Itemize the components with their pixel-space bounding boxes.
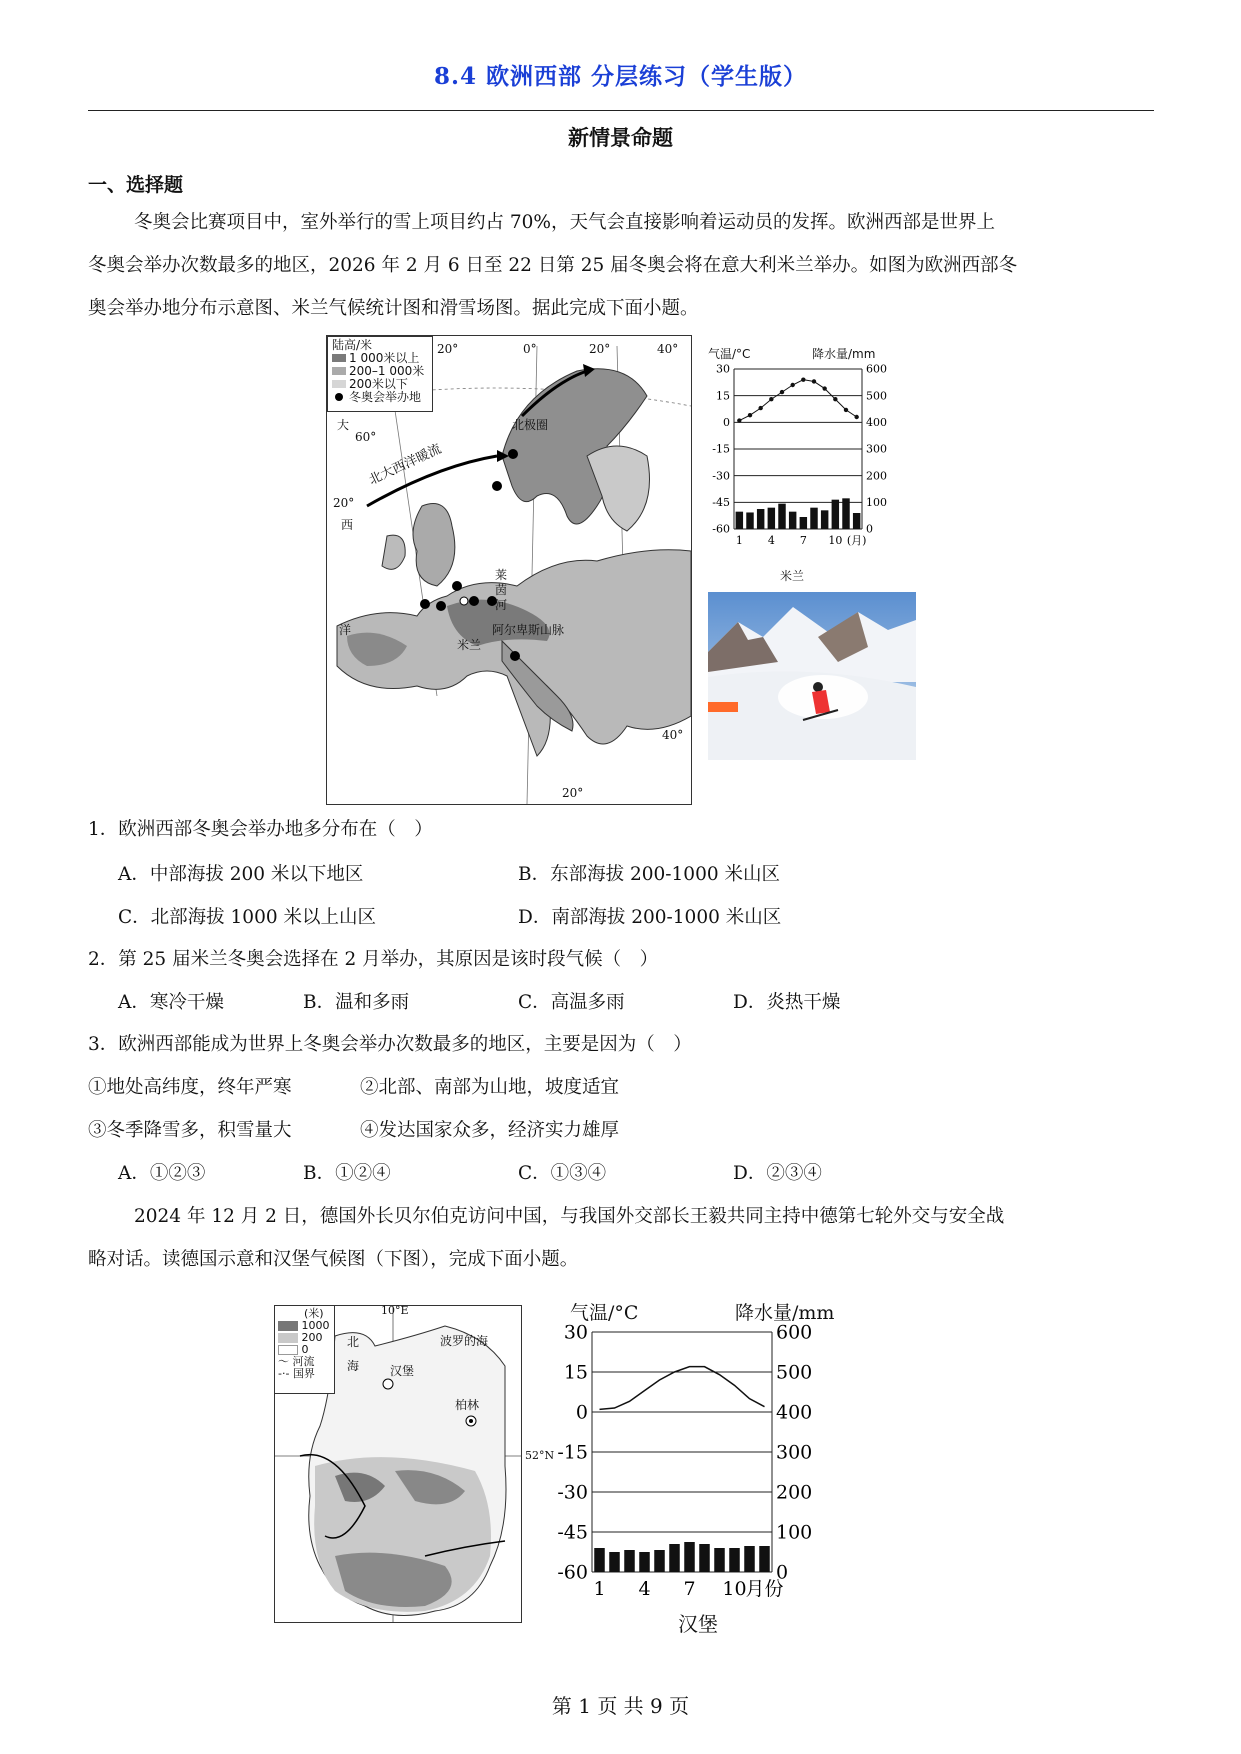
month-tick-label: 7 [683,1578,696,1600]
temperature-point [748,413,752,417]
q3-option-a[interactable]: A．①②③ [118,1163,206,1184]
temp-tick-label: -60 [712,522,730,536]
milan-label: 米兰 [457,638,482,652]
map2-legend-river: 河流 [292,1355,315,1368]
europe-map [326,335,692,805]
intro1-line2: 冬奥会举办次数最多的地区，2026 年 2 月 6 日至 22 日第 25 届冬奥会将在意大利米兰举办。如图为欧洲西部冬 [88,255,1018,276]
q3-item-2: ②北部、南部为山地，坡度适宜 [360,1077,620,1098]
chart1-ylabel-right: 降水量/mm [812,347,876,361]
temperature-point [737,418,741,422]
month-tick-label: 7 [799,534,807,547]
temperature-point [822,386,826,390]
temperature-point [844,408,848,412]
precip-bar [624,1550,635,1572]
chart2-ylabel-right: 降水量/mm [735,1302,835,1324]
intro-paragraph-1 [88,201,1154,330]
precip-tick-label: 100 [866,496,887,509]
precip-bar [842,498,849,529]
precip-bar [684,1542,695,1572]
chart2-ylabel-left: 气温/°C [570,1302,639,1324]
host-dot-icon [335,393,343,401]
month-tick-label: 1 [735,534,743,547]
month-tick-label: 1 [593,1578,606,1600]
chart1-ylabel-left: 气温/°C [708,347,751,361]
intro-paragraph-2 [88,1195,1154,1281]
berlin-label: 柏林 [455,1398,480,1412]
q3-option-c[interactable]: C．①③④ [518,1163,607,1184]
precip-tick-label: 400 [866,416,887,429]
month-tick-label: 10 [722,1578,747,1600]
temp-tick-label: 30 [716,363,730,376]
map2-legend [275,1306,335,1394]
q1-option-b[interactable]: B．东部海拔 200-1000 米山区 [518,864,780,885]
map2-lat: 52°N [525,1449,555,1462]
chart1-caption: 米兰 [780,569,805,583]
precip-tick-label: 500 [866,389,887,403]
q1-option-a[interactable]: A．中部海拔 200 米以下地区 [118,864,364,885]
precip-tick-label: 500 [776,1361,813,1384]
precip-bar [639,1552,650,1572]
precip-tick-label: 0 [776,1561,789,1584]
border-icon: -·- [278,1367,290,1380]
map2-swatch-low [278,1345,298,1355]
map1-legend-title: 陆高/米 [332,338,373,352]
precip-tick-label: 600 [866,363,887,376]
map2-legend-1000: 1000 [301,1319,330,1332]
current-label: 北大西洋暖流 [366,441,444,489]
precip-tick-label: 600 [776,1321,813,1344]
rhine-char-1: 莱 [495,568,508,582]
precip-bar [759,1546,770,1572]
q2-option-c[interactable]: C．高温多雨 [518,992,625,1013]
precip-tick-label: 200 [866,469,887,483]
temperature-point [801,377,805,381]
ski-photo-image [708,592,916,760]
hamburg-label: 汉堡 [390,1364,415,1378]
header-rule [88,110,1154,111]
page-title: 8.4 欧洲西部 分层练习（学生版） [433,63,808,90]
question-3-stem: 3．欧洲西部能成为世界上冬奥会举办次数最多的地区，主要是因为（ ） [88,1034,692,1055]
temp-tick-label: -45 [557,1521,588,1544]
precip-tick-label: 100 [776,1521,813,1544]
precip-bar [609,1552,620,1572]
map1-legend [327,336,433,412]
north-sea-char-1: 北 [347,1335,360,1349]
chart1-plot [700,363,900,563]
map1-bottom-lon: 20° [562,786,584,800]
map1-lon-label-3: 20° [589,342,611,356]
rhine-char-2: 茵 [495,583,508,597]
temperature-point [812,379,816,383]
map1-lon-label-2: 0° [523,342,537,356]
temperature-point [780,390,784,394]
precip-bar [853,513,860,529]
q3-item-3: ③冬季降雪多，积雪量大 [88,1120,292,1141]
question-2-stem: 2．第 25 届米兰冬奥会选择在 2 月举办，其原因是该时段气候（ ） [88,949,659,970]
precip-bar [729,1548,740,1572]
precip-tick-label: 200 [776,1481,813,1504]
q1-option-d[interactable]: D．南部海拔 200-1000 米山区 [518,907,782,928]
legend-swatch-low [332,380,346,388]
page-footer: 第 1 页 共 9 页 [551,1694,690,1718]
ocean-char-1: 大 [337,418,350,432]
precip-tick-label: 300 [776,1441,813,1464]
legend-label-low: 200米以下 [349,377,408,391]
precip-bar [594,1548,605,1572]
map2-legend-border: 国界 [292,1367,315,1380]
q3-option-d[interactable]: D．②③④ [733,1163,822,1184]
q3-item-4: ④发达国家众多，经济实力雄厚 [360,1120,620,1141]
q2-option-b[interactable]: B．温和多雨 [303,992,410,1013]
temperature-line [600,1367,765,1410]
precip-bar [768,508,775,529]
chart2-plot [540,1320,840,1610]
rhine-label [495,568,507,613]
precip-tick-label: 0 [866,522,873,536]
north-sea-char-2: 海 [347,1359,360,1373]
milan-climate-chart [700,345,900,585]
precip-bar [800,517,807,529]
map2-swatch-mid [278,1333,298,1343]
temperature-point [758,406,762,410]
section-heading: 一、选择题 [88,174,184,196]
ski-photo [708,592,916,760]
ocean-char-3: 洋 [339,623,352,637]
temp-tick-label: -60 [557,1561,588,1584]
temp-tick-label: 0 [723,416,730,429]
hamburg-climate-chart [540,1298,840,1638]
temperature-line [739,380,856,421]
legend-label-host: 冬奥会举办地 [349,390,422,404]
legend-label-high: 1 000米以上 [349,351,420,365]
precip-bar [736,512,743,529]
temp-tick-label: -30 [712,469,730,483]
precip-tick-label: 400 [776,1401,813,1424]
month-tick-label: 10 [828,534,843,547]
precip-bar [757,509,764,529]
temperature-point [854,415,858,419]
month-tick-label: 4 [767,534,775,547]
germany-map [274,1304,555,1623]
intro2-line1: 2024 年 12 月 2 日，德国外长贝尔伯克访问中国，与我国外交部长王毅共同主持中德第七轮外交与安全战 [134,1206,1005,1227]
page-subtitle: 新情景命题 [568,125,673,150]
intro2-line2: 略对话。读德国示意和汉堡气候图（下图），完成下面小题。 [88,1249,579,1270]
map2-swatch-high [278,1321,298,1331]
alps-label: 阿尔卑斯山脉 [492,623,565,637]
q2-option-a[interactable]: A．寒冷干燥 [118,992,224,1013]
precip-bar [821,510,828,529]
q3-option-b[interactable]: B．①②④ [303,1163,391,1184]
precip-bar [699,1544,710,1572]
baltic-label: 波罗的海 [440,1334,489,1348]
map1-lat-label-60: 60° [355,430,377,444]
map2-legend-0: 0 [301,1343,309,1356]
intro1-line3: 奥会举办地分布示意图、米兰气候统计图和滑雪场图。据此完成下面小题。 [88,298,699,319]
question-1-stem: 1．欧洲西部冬奥会举办地多分布在（ ） [88,819,433,840]
precip-tick-label: 300 [866,442,887,456]
temperature-point [790,383,794,387]
rhine-char-3: 河 [495,598,508,612]
map2-lon: 10°E [381,1304,409,1317]
map2-legend-200: 200 [301,1331,323,1344]
temp-tick-label: -45 [712,496,730,509]
map2-legend-row-border [278,1368,331,1380]
map1-lon-label-4: 40° [657,342,679,356]
map1-lat-label-20: 20° [333,496,355,510]
north-sea-label [347,1330,359,1378]
temp-tick-label: 15 [716,389,730,403]
temp-tick-label: 15 [563,1361,588,1384]
precip-bar [744,1546,755,1572]
temp-tick-label: 0 [575,1401,588,1424]
q2-option-d[interactable]: D．炎热干燥 [733,992,841,1013]
month-unit-label: (月) [846,534,867,547]
precip-bar [746,512,753,529]
precip-bar [810,508,817,529]
q1-option-c[interactable]: C．北部海拔 1000 米以上山区 [118,907,376,928]
ocean-char-2: 西 [341,518,354,532]
arctic-label: 北极圈 [512,418,549,432]
temp-tick-label: 30 [563,1321,588,1344]
map1-lon-label-1: 20° [437,342,459,356]
month-tick-label: 4 [638,1578,651,1600]
legend-swatch-high [332,354,346,362]
precip-bar [778,504,785,529]
temp-tick-label: -15 [712,442,730,456]
precip-bar [669,1544,680,1572]
map1-legend-item-4 [332,391,428,404]
precip-bar [789,512,796,529]
temperature-point [833,397,837,401]
legend-swatch-mid [332,367,346,375]
temp-tick-label: -15 [557,1441,588,1464]
river-icon: 〜 [278,1355,289,1368]
q3-item-1: ①地处高纬度，终年严寒 [88,1077,292,1098]
temp-tick-label: -30 [557,1481,588,1504]
month-unit-label: 月份 [745,1578,784,1600]
precip-bar [714,1548,725,1572]
map1-lat-label-40: 40° [662,728,684,742]
temperature-point [769,397,773,401]
precip-bar [832,500,839,529]
chart2-caption: 汉堡 [678,1612,718,1636]
map2-legend-unit: (米) [304,1307,324,1320]
legend-label-mid: 200–1 000米 [349,364,425,378]
intro1-line1: 冬奥会比赛项目中，室外举行的雪上项目约占 70%，天气会直接影响着运动员的发挥。欧洲西部是世界上 [134,212,996,233]
precip-bar [654,1550,665,1572]
